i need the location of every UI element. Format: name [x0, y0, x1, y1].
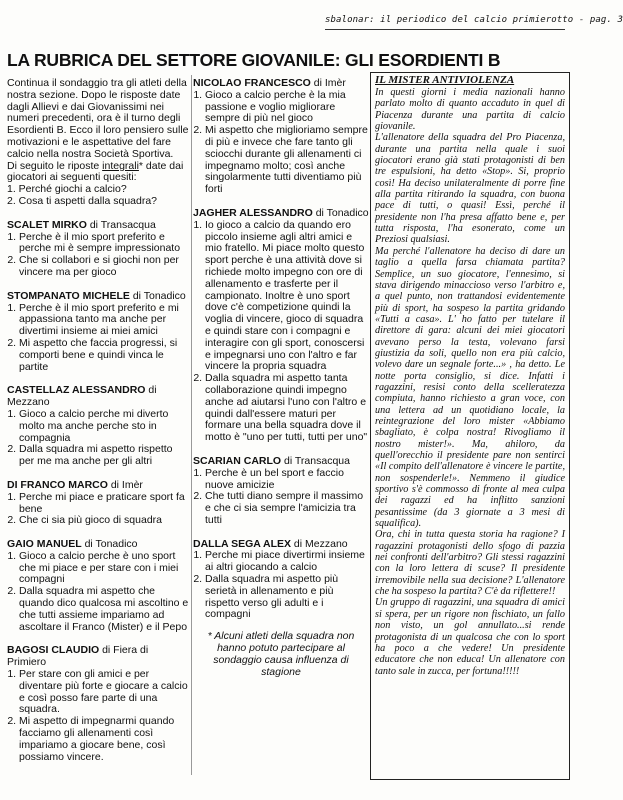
answer-list	[7, 551, 190, 634]
header-text: sbalonar: il periodico del calcio primierotto - pag. 3	[325, 15, 623, 25]
player-name: BAGOSI CLAUDIO	[7, 644, 100, 657]
player-name: DI FRANCO MARCO	[7, 478, 108, 491]
answer: 2. Mi aspetto che faccia progressi, si comporti bene e quindi vinca le partite	[19, 338, 190, 373]
answer: 2. Dalla squadra mi aspetto più serietà in allenamento e più rispetto verso gli adulti e i compagni	[205, 574, 369, 621]
header-rule	[325, 29, 565, 30]
player-entry	[7, 291, 190, 374]
answer: 1. Gioco a calcio perche è uno sport che mi piace e per stare con i miei compagni	[19, 551, 190, 586]
player-entry	[7, 220, 190, 279]
box-paragraph: L'allenatore della squadra del Pro Piacenza, durante una partita nella quale i suoi giocatori erano già stati protagonisti di ben tre espulsioni, ha detto «Stop». Si, proprio così! Ha deciso unilateralmente di porre fine alla partita ritirando la squadra, con buona pace di tutti, o quasi! Essì, perché il presidente non l'ha presa affatto bene e, per tutta risposta, l'ha esonerato, come un Preziosi qualsiasi.	[375, 132, 565, 246]
player-town: di Mezzano	[291, 537, 348, 550]
player-entry	[193, 78, 369, 196]
answer-list	[7, 669, 190, 763]
answer: 1. Gioco a calcio perche mi diverto molto ma anche perche sto in compagnia	[19, 409, 190, 444]
answer: 1. Gioco a calcio perche è la mia passione e voglio migliorare sempre di più nel gioco	[205, 90, 369, 125]
answer: 1. Perche mi piace e praticare sport fa bene	[19, 492, 190, 516]
player-heading	[7, 220, 190, 232]
player-name: CASTELLAZ ALESSANDRO	[7, 384, 146, 397]
box-paragraph: Un gruppo di ragazzini, una squadra di amici si spera, per un rigore non fischiato, un fallo non visto, un gol annullato...si rende protagonista di un qualcosa che con lo sport ha poco a che vedere! Un presidente educatore che non educa! Un allenatore con tanto sale in zucca, per fortuna!!!!!	[375, 597, 565, 677]
player-heading	[7, 480, 190, 492]
box-body	[375, 87, 565, 677]
player-town: di Imèr	[310, 77, 346, 89]
player-town: di Tonadico	[312, 206, 369, 219]
player-town: di Transacqua	[86, 218, 156, 231]
answer: 2. Che tutti diano sempre il massimo e che ci sia sempre l'amicizia tra tutti	[205, 491, 369, 526]
player-name: DALLA SEGA ALEX	[193, 537, 292, 550]
answer-list	[7, 232, 190, 279]
answer-list	[193, 550, 369, 621]
player-town: di Imèr	[107, 478, 143, 491]
player-heading	[7, 385, 190, 409]
player-town: di Mezzano	[7, 384, 157, 409]
player-entry	[193, 539, 369, 622]
answer: 1. Perche è il mio sport preferito e mi appassiona tanto ma anche per divertimi insieme ai miei amici	[19, 303, 190, 338]
player-heading	[7, 291, 190, 303]
player-name: GAIO MANUEL	[7, 538, 82, 551]
answer-list	[7, 492, 190, 527]
answer-list	[193, 90, 369, 196]
answer-list	[193, 468, 369, 527]
player-heading	[193, 208, 369, 220]
page-header	[325, 15, 623, 30]
middle-column	[193, 78, 369, 678]
footnote: * Alcuni atleti della squadra non hanno potuto partecipare al sondaggio causa influenza di stagione	[207, 630, 355, 678]
player-name: SCALET MIRKO	[7, 218, 87, 231]
player-name: SCARIAN CARLO	[193, 454, 282, 467]
box-paragraph: In questi giorni i media nazionali hanno parlato molto di quanto accaduto in quel di Piacenza durante una partita di calcio giovanile.	[375, 87, 565, 133]
left-column	[7, 78, 190, 763]
answer: 2. Mi aspetto di impegnarmi quando facciamo gli allenamenti così impariamo a giocare bene, così possiamo vincere.	[19, 716, 190, 763]
answer-list	[7, 303, 190, 374]
player-name: NICOLAO FRANCESCO	[193, 77, 311, 89]
player-town: di Tonadico	[81, 538, 138, 551]
answer: 2. Dalla squadra mi aspetto rispetto per me ma anche per gli altri	[19, 444, 190, 468]
player-heading	[7, 645, 190, 669]
player-name: JAGHER ALESSANDRO	[193, 206, 313, 219]
answer: 2. Dalla squadra mi aspetto che quando dico qualcosa mi ascoltino e che tutti assieme impariamo ad ascoltare il Franco (Mister) e il Pepo	[19, 586, 190, 633]
intro-integrali: integrali	[102, 159, 139, 172]
answer-list	[7, 409, 190, 468]
player-heading	[193, 456, 369, 468]
player-name: STOMPANATO MICHELE	[7, 289, 130, 302]
player-entry	[7, 645, 190, 763]
player-entry	[7, 539, 190, 633]
question-1: 1. Perché giochi a calcio?	[7, 183, 127, 196]
answer: 1. Perche è un bel sport e faccio nuove amicizie	[205, 468, 369, 492]
player-entry	[7, 480, 190, 527]
answer: 1. Io gioco a calcio da quando ero piccolo insieme agli altri amici e mio fratello. Mi piace molto questo sport perche è una attività dove si richiede molto impegno con ore di allenamento e trasferte per il campionato. Inoltre è uno sport dove c'è competizione quindi la voglia di vincere, gioco di squadra e quindi stare con i compagni e interagire con gli sport, conoscersi e impegnarsi uno con l'altro e far vincere la propria squadra	[205, 220, 369, 373]
answer: 2. Dalla squadra mi aspetto tanta collaborazione quindi impegno anche ad aiutarsi l'uno con l'altro e quindi dall'essere maturi per formare una bella squadra dove il motto è "uno per tutti, tutti per uno"	[205, 373, 369, 444]
answer: 1. Per stare con gli amici e per diventare più forte e giocare a calcio e così posso fare parte di una squadra.	[19, 669, 190, 716]
player-entry	[193, 456, 369, 527]
answer: 2. Che si collabori e si giochi non per vincere ma per gioco	[19, 255, 190, 279]
question-2: 2. Cosa ti aspetti dalla squadra?	[7, 194, 158, 207]
answer-list	[193, 220, 369, 444]
intro: Continua il sondaggio tra gli atleti della nostra sezione. Dopo le risposte date dagli Allievi e dai Giovanissimi nei numeri precedenti, ora è il turno degli Esordienti B. Ecco il loro pensiero sulle motivazioni e le aspettative del fare calcio nella nostra Società Sportiva. Di seguito le riposte integrali* date dai giocatori ai seguenti quesiti: 1. Perché giochi a calcio? 2. Cosa ti aspetti dalla squadra?	[7, 77, 189, 207]
answer: 1. Perche mi piace divertirmi insieme ai altri giocando a calcio	[205, 550, 369, 574]
column-divider	[191, 75, 192, 775]
box-paragraph: Ora, chi in tutta questa storia ha ragione? I ragazzini protagonisti dello sfogo di pazzia nei confronti dell'arbitro? Gli stessi ragazzini con la loro lettera di scuse? Il presidente irremovibile nella sua decisione? L'allenatore che ha sospeso la partita? C'è da riflettere!!	[375, 529, 565, 598]
answer: 2. Mi aspetto che miglioriamo sempre di più e invece che fare tanto gli sciocchi durante gli allenamenti ci impegnamo molto; così anche singolarmente tutti diventiamo più forti	[205, 125, 369, 196]
page-title: LA RUBRICA DEL SETTORE GIOVANILE: GLI ESORDIENTI B	[7, 50, 501, 70]
player-entry	[7, 385, 190, 468]
answer: 1. Perche è il mio sport preferito e perche mi è sempre impressionato	[19, 232, 190, 256]
answer: 2. Che ci sia più gioco di squadra	[19, 515, 190, 527]
sidebar-box	[370, 72, 570, 780]
player-town: di Transacqua	[281, 454, 350, 467]
player-town: di Fiera di Primiero	[7, 644, 149, 669]
player-entry	[193, 208, 369, 444]
box-title: IL MISTER ANTIVIOLENZA	[375, 74, 515, 86]
player-town: di Tonadico	[129, 289, 186, 302]
box-paragraph: Ma perché l'allenatore ha deciso di dare un taglio a quella farsa chiamata partita? Semplice, un suo giocatore, l'ennesimo, si stava dirigendo minaccioso verso l'arbitro e, a quel punto, non trattandosi evidentemente più di sport, ha sospeso la partita gridando «Tutti a casa». L' ho fatto per tutelare il direttore di gara: alcuni dei miei giocatori avevano perso la testa, volevano farsi giustizia da soli, quello non era più calcio, volevo dare un segnale forte...» , ha detto. Le notte porta consiglio, si dice. Infatti i ragazzini, resisi conto della scelleratezza compiuta, hanno richiesto a gran voce, con una lettera ad un quotidiano locale, la reintegrazione del loro mister «Abbiamo sbagliato, è colpa nostra! Rivogliamo il nostro mister!». Ma, ahiloro, da quell'orecchio il presidente pare non sentirci «Il compito dell'allenatore è vincere le partite, non sospenderle!». Nemmeno il giudice sportivo s'è commosso di fronte al mea culpa dei ragazzi ed ha inflitto sanzioni pesantissime (da 3 giornate a 3 mesi di squalifica).	[375, 245, 565, 530]
intro-text: Continua il sondaggio tra gli atleti della nostra sezione. Dopo le risposte date dagli Allievi e dai Giovanissimi nei numeri precedenti, ora è il turno degli Esordienti B. Ecco il loro pensiero sulle motivazioni e le aspettative del fare calcio nella nostra Società Sportiva.	[7, 77, 189, 160]
